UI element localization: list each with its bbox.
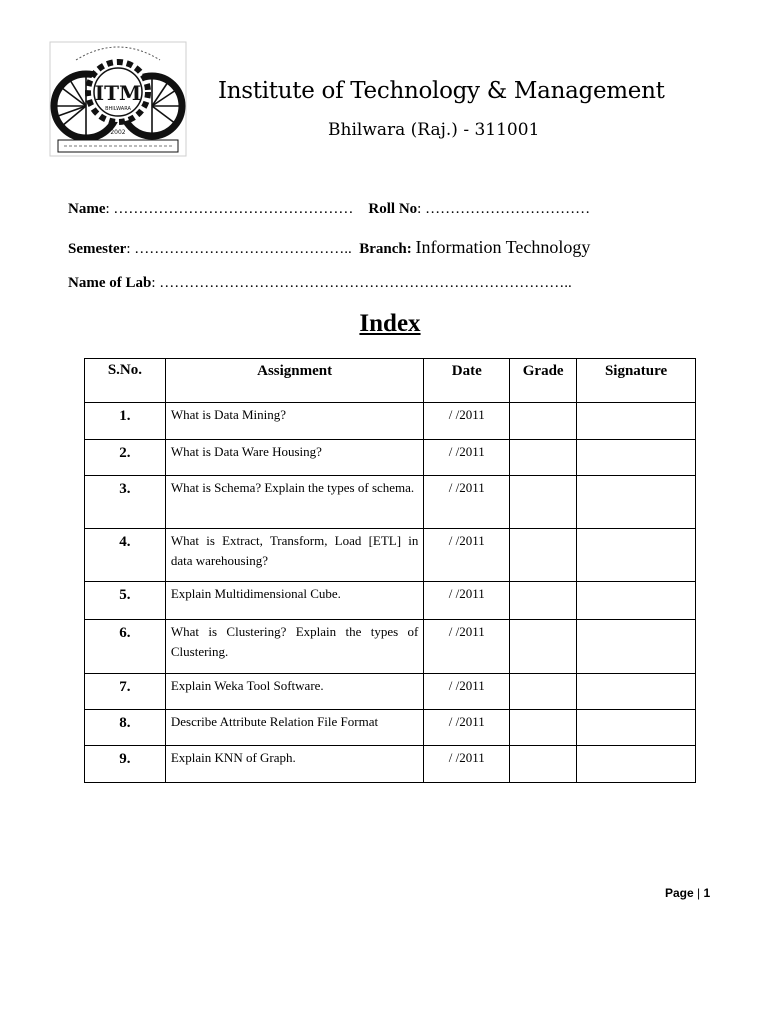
row-assignment: What is Clustering? Explain the types of Clustering. bbox=[165, 620, 424, 674]
table-row bbox=[85, 440, 696, 476]
row-date: / /2011 bbox=[424, 476, 510, 529]
row-assignment: Explain Weka Tool Software. bbox=[165, 674, 424, 710]
index-table bbox=[84, 358, 696, 783]
lab-value: : ……………………………………………………………………….. bbox=[151, 275, 572, 291]
row-date: / /2011 bbox=[424, 746, 510, 783]
table-row bbox=[85, 710, 696, 746]
row-grade-cell[interactable] bbox=[510, 582, 577, 620]
row-sno: 8. bbox=[85, 710, 166, 746]
header-sno: S.No. bbox=[85, 359, 166, 403]
row-date: / /2011 bbox=[424, 582, 510, 620]
page-number: 1 bbox=[703, 886, 711, 900]
name-value: : ………………………………………… bbox=[105, 201, 354, 217]
row-date: / /2011 bbox=[424, 674, 510, 710]
row-sno: 5. bbox=[85, 582, 166, 620]
row-signature-cell[interactable] bbox=[577, 529, 696, 582]
logo-year-text: 2002 bbox=[110, 129, 126, 136]
lab-label: Name of Lab bbox=[68, 275, 152, 291]
table-row bbox=[85, 403, 696, 440]
row-sno: 1. bbox=[85, 403, 166, 440]
semester-branch-line bbox=[68, 237, 590, 258]
row-date: / /2011 bbox=[424, 529, 510, 582]
row-signature-cell[interactable] bbox=[577, 710, 696, 746]
page-label: Page bbox=[665, 886, 694, 900]
row-signature-cell[interactable] bbox=[577, 476, 696, 529]
branch-value: Information Technology bbox=[415, 237, 591, 257]
row-assignment: Explain KNN of Graph. bbox=[165, 746, 424, 783]
row-signature-cell[interactable] bbox=[577, 403, 696, 440]
header-signature: Signature bbox=[577, 359, 696, 403]
table-row bbox=[85, 582, 696, 620]
roll-value: : …………………………… bbox=[417, 201, 591, 217]
logo-itm-text: ITM bbox=[94, 81, 142, 105]
row-assignment: What is Data Ware Housing? bbox=[165, 440, 424, 476]
row-date: / /2011 bbox=[424, 710, 510, 746]
institute-title: Institute of Technology & Management bbox=[218, 78, 665, 104]
lab-line bbox=[68, 275, 572, 292]
row-sno: 7. bbox=[85, 674, 166, 710]
name-roll-line bbox=[68, 201, 590, 218]
header-grade: Grade bbox=[510, 359, 577, 403]
table-row bbox=[85, 529, 696, 582]
row-grade-cell[interactable] bbox=[510, 476, 577, 529]
table-row bbox=[85, 620, 696, 674]
row-sno: 2. bbox=[85, 440, 166, 476]
branch-label: Branch: bbox=[359, 241, 412, 257]
row-sno: 9. bbox=[85, 746, 166, 783]
table-row bbox=[85, 746, 696, 783]
index-heading: Index bbox=[359, 310, 421, 337]
row-date: / /2011 bbox=[424, 620, 510, 674]
header-date: Date bbox=[424, 359, 510, 403]
table-row bbox=[85, 476, 696, 529]
institute-address: Bhilwara (Raj.) - 311001 bbox=[328, 120, 540, 140]
row-signature-cell[interactable] bbox=[577, 620, 696, 674]
row-grade-cell[interactable] bbox=[510, 403, 577, 440]
row-grade-cell[interactable] bbox=[510, 529, 577, 582]
row-assignment: What is Extract, Transform, Load [ETL] in data warehousing? bbox=[165, 529, 424, 582]
row-grade-cell[interactable] bbox=[510, 710, 577, 746]
roll-label: Roll No bbox=[368, 201, 418, 217]
header-assignment: Assignment bbox=[165, 359, 424, 403]
row-date: / /2011 bbox=[424, 440, 510, 476]
row-grade-cell[interactable] bbox=[510, 746, 577, 783]
page-footer bbox=[665, 886, 710, 900]
row-signature-cell[interactable] bbox=[577, 582, 696, 620]
page-separator: | bbox=[693, 886, 704, 900]
semester-label: Semester bbox=[68, 241, 127, 257]
name-label: Name bbox=[68, 201, 106, 217]
row-sno: 4. bbox=[85, 529, 166, 582]
row-date: / /2011 bbox=[424, 403, 510, 440]
logo-city-text: BHILWARA bbox=[105, 106, 131, 112]
table-header-row bbox=[85, 359, 696, 403]
institute-logo bbox=[48, 40, 188, 158]
row-sno: 6. bbox=[85, 620, 166, 674]
row-assignment: What is Data Mining? bbox=[165, 403, 424, 440]
row-grade-cell[interactable] bbox=[510, 620, 577, 674]
row-sno: 3. bbox=[85, 476, 166, 529]
row-grade-cell[interactable] bbox=[510, 674, 577, 710]
row-assignment: Describe Attribute Relation File Format bbox=[165, 710, 424, 746]
row-assignment: What is Schema? Explain the types of schema. bbox=[165, 476, 424, 529]
row-assignment: Explain Multidimensional Cube. bbox=[165, 582, 424, 620]
semester-value: : …………………………………….. bbox=[126, 241, 352, 257]
row-grade-cell[interactable] bbox=[510, 440, 577, 476]
row-signature-cell[interactable] bbox=[577, 674, 696, 710]
row-signature-cell[interactable] bbox=[577, 746, 696, 783]
row-signature-cell[interactable] bbox=[577, 440, 696, 476]
table-row bbox=[85, 674, 696, 710]
